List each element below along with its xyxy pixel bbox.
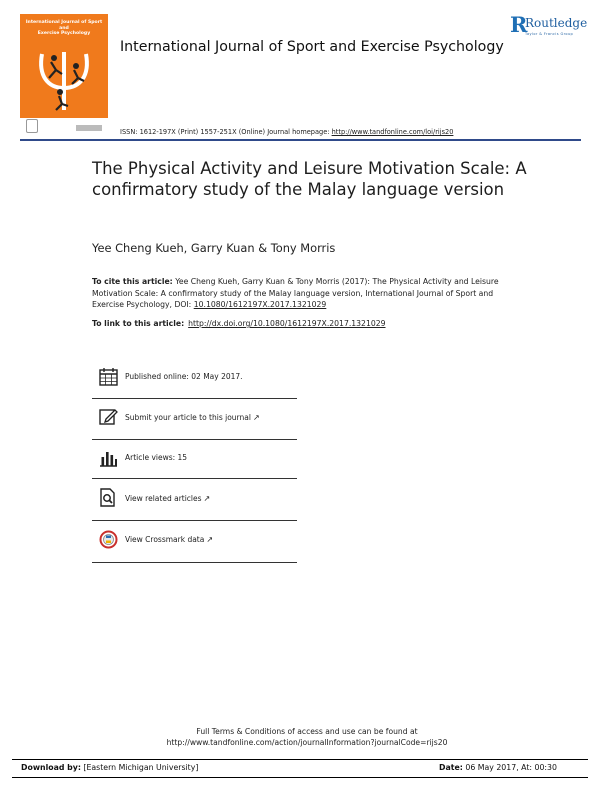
terms-line: Full Terms & Conditions of access and use can be found at — [196, 727, 418, 736]
edit-icon — [99, 407, 118, 426]
article-url-link[interactable]: http://dx.doi.org/10.1080/1612197X.2017.1321029 — [188, 319, 386, 328]
issn-text: ISSN: 1612-197X (Print) 1557-251X (Online) Journal homepage: — [120, 128, 332, 136]
submit-article-link[interactable] — [125, 413, 260, 422]
info-divider — [92, 520, 297, 521]
download-date — [439, 763, 557, 772]
calendar-icon — [99, 367, 118, 386]
publisher-name: Routledge — [525, 16, 588, 30]
terms-notice — [92, 726, 522, 748]
link-line — [92, 319, 386, 328]
cover-publisher-mark-icon — [76, 125, 102, 131]
crossmark-icon — [99, 530, 118, 549]
related-articles-label: View related articles — [125, 494, 202, 503]
publisher-tagline: Taylor & Francis Group — [525, 32, 574, 36]
journal-cover-thumbnail — [20, 14, 108, 136]
published-date-text: Published online: 02 May 2017. — [125, 372, 243, 381]
submit-article-label: Submit your article to this journal — [125, 413, 251, 422]
document-search-icon — [99, 488, 118, 507]
info-divider — [92, 562, 297, 563]
terms-url-link[interactable]: http://www.tandfonline.com/action/journalInformation?journalCode=rijs20 — [166, 738, 448, 747]
info-divider — [92, 478, 297, 479]
article-title: The Physical Activity and Leisure Motivation Scale: A confirmatory study of the Malay language version — [92, 159, 527, 199]
footer-rule-bottom — [12, 777, 588, 778]
downloaded-label: Download by: — [21, 763, 81, 772]
cite-label: To cite this article: — [92, 277, 173, 286]
date-value: 06 May 2017, At: 00:30 — [462, 763, 557, 772]
link-label: To link to this article: — [92, 319, 185, 328]
cover-psi-figure-icon — [34, 48, 94, 114]
footer-rule — [12, 759, 588, 760]
article-views-text: Article views: 15 — [125, 453, 188, 462]
downloaded-by — [21, 763, 198, 772]
citation-block — [92, 276, 522, 311]
article-authors: Yee Cheng Kueh, Garry Kuan & Tony Morris — [92, 241, 336, 255]
related-articles-link[interactable] — [125, 494, 210, 503]
external-link-icon: ↗ — [252, 413, 260, 422]
journal-name: International Journal of Sport and Exercise Psychology — [120, 39, 504, 55]
info-divider — [92, 439, 297, 440]
cover-crest-icon — [26, 119, 38, 133]
crossmark-label: View Crossmark data — [125, 535, 205, 544]
external-link-icon: ↗ — [203, 494, 211, 503]
issn-line — [120, 128, 453, 136]
cover-footer-strip — [20, 118, 108, 136]
downloaded-value: [Eastern Michigan University] — [80, 763, 199, 772]
routledge-logo[interactable] — [510, 12, 588, 40]
routledge-r-icon: R — [510, 12, 528, 37]
journal-homepage-link[interactable]: http://www.tandfonline.com/loi/rijs20 — [331, 128, 454, 136]
header-rule — [20, 139, 581, 141]
info-divider — [92, 398, 297, 399]
cite-text: Yee Cheng Kueh, Garry Kuan & Tony Morris (2017): The Physical Activity and Leisure Motivation Scale: A confirmatory study of the Malay language version, International Journal of Sport and Exercise Psychology, DOI: — [92, 277, 499, 310]
crossmark-link[interactable] — [125, 535, 213, 544]
cover-title: International Journal of Sport and Exercise Psychology — [25, 20, 103, 37]
external-link-icon: ↗ — [206, 535, 214, 544]
date-label: Date: — [439, 763, 463, 772]
doi-link[interactable]: 10.1080/1612197X.2017.1321029 — [193, 300, 327, 310]
bar-chart-icon — [99, 448, 118, 467]
